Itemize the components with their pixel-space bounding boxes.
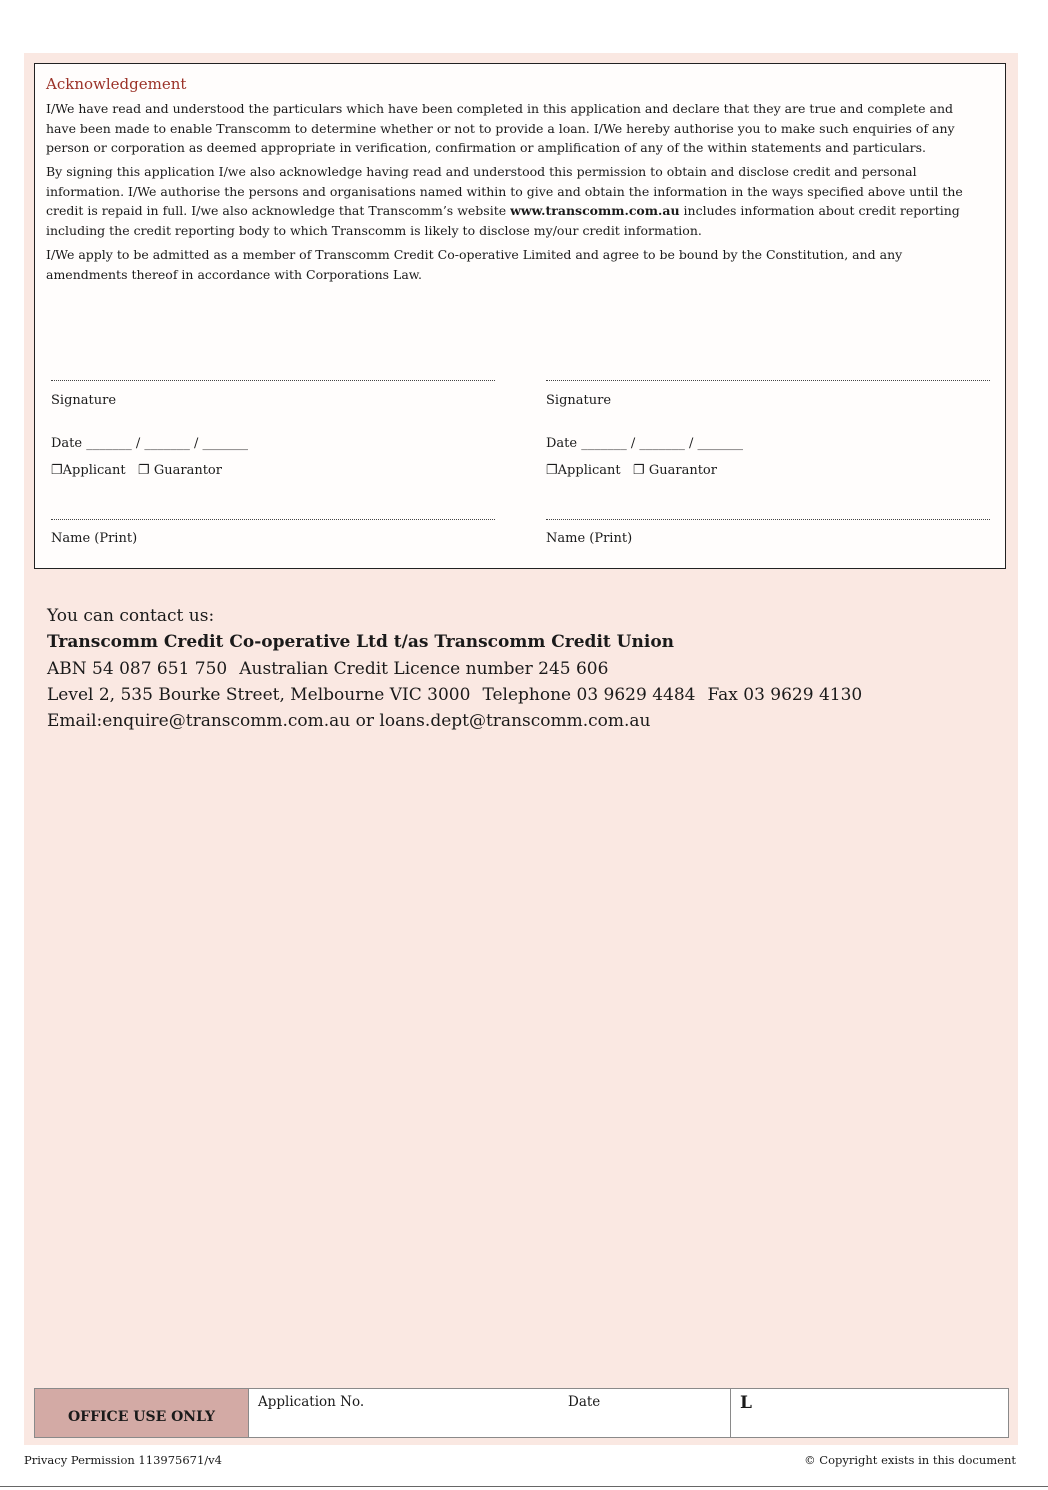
guarantor-label: Guarantor	[648, 463, 717, 478]
paragraph-2-text-start: By signing this application I/we also acknowledge having read and understood this permission to obtain and disclose credit and personal information. I/We authorise the persons and organisations named within to give and obtain the information in the ways specified above until the credit is repaid in full. I/we also acknowledge that Transcomm’s website	[46, 164, 963, 218]
email-row[interactable]: Email:enquire@transcomm.com.au or loans.dept@transcomm.com.au	[47, 711, 651, 732]
cell-divider	[730, 1389, 731, 1437]
role-checkboxes	[51, 463, 222, 478]
office-use-table	[34, 1388, 1009, 1438]
acknowledgement-paragraph-1: I/We have read and understood the particulars which have been completed in this application and declare that they are true and complete and have been made to enable Transcomm to determine whether or not to provide a loan. I/We hereby authorise you to make such enquiries of any person or corporation as deemed appropriate in verification, confirmation or amplification of any of the within statements and particulars.	[46, 101, 955, 155]
copyright-notice: © Copyright exists in this document	[804, 1453, 1016, 1467]
signature-line[interactable]	[546, 380, 990, 381]
applicant-label: Applicant	[557, 463, 621, 478]
office-date-field[interactable]: Date	[568, 1394, 601, 1410]
name-line[interactable]	[51, 519, 495, 520]
company-name: Transcomm Credit Co-operative Ltd t/as Transcomm Credit Union	[47, 632, 675, 653]
date-field[interactable]: Date _______ / _______ / _______	[546, 436, 744, 451]
fax: Fax 03 9629 4130	[707, 684, 863, 705]
applicant-checkbox[interactable]: ❐	[546, 463, 558, 478]
acknowledgement-box	[34, 63, 1006, 569]
acknowledgement-paragraph-2	[46, 162, 986, 240]
role-checkboxes	[546, 463, 717, 478]
date-field[interactable]: Date _______ / _______ / _______	[51, 436, 249, 451]
page-bottom-rule	[0, 1486, 1048, 1487]
signature-line[interactable]	[51, 380, 495, 381]
office-use-only-label: OFFICE USE ONLY	[35, 1389, 249, 1437]
document-reference: Privacy Permission 113975671/v4	[24, 1453, 222, 1467]
acknowledgement-title: Acknowledgement	[46, 75, 187, 93]
contact-intro: You can contact us:	[47, 606, 215, 626]
abn: ABN 54 087 651 750	[47, 658, 228, 679]
credit-licence: Australian Credit Licence number 245 606	[239, 658, 609, 679]
application-number-field[interactable]: Application No.	[258, 1394, 365, 1410]
website-link: www.transcomm.com.au	[510, 203, 680, 218]
guarantor-label: Guarantor	[153, 463, 222, 478]
address-row	[47, 682, 862, 708]
guarantor-checkbox[interactable]: ❐	[138, 463, 150, 478]
paragraph-2-text-end: includes information about credit reporting including the credit reporting body to which Transcomm is likely to disclose my/our credit information.	[46, 203, 960, 238]
telephone: Telephone 03 9629 4484	[482, 684, 696, 705]
signature-label: Signature	[51, 393, 117, 408]
signature-label: Signature	[546, 393, 612, 408]
applicant-label: Applicant	[62, 463, 126, 478]
guarantor-checkbox[interactable]: ❐	[633, 463, 645, 478]
l-field[interactable]: L	[740, 1393, 752, 1413]
name-line[interactable]	[546, 519, 990, 520]
address: Level 2, 535 Bourke Street, Melbourne VIC 3000	[47, 684, 471, 705]
applicant-checkbox[interactable]: ❐	[51, 463, 63, 478]
acknowledgement-paragraph-3: I/We apply to be admitted as a member of Transcomm Credit Co-operative Limited and agree to be bound by the Constitution, and any amendments thereof in accordance with Corporations Law.	[46, 247, 903, 282]
name-print-label: Name (Print)	[546, 531, 633, 546]
abn-licence-row	[47, 656, 862, 682]
name-print-label: Name (Print)	[51, 531, 138, 546]
contact-section	[47, 603, 862, 734]
